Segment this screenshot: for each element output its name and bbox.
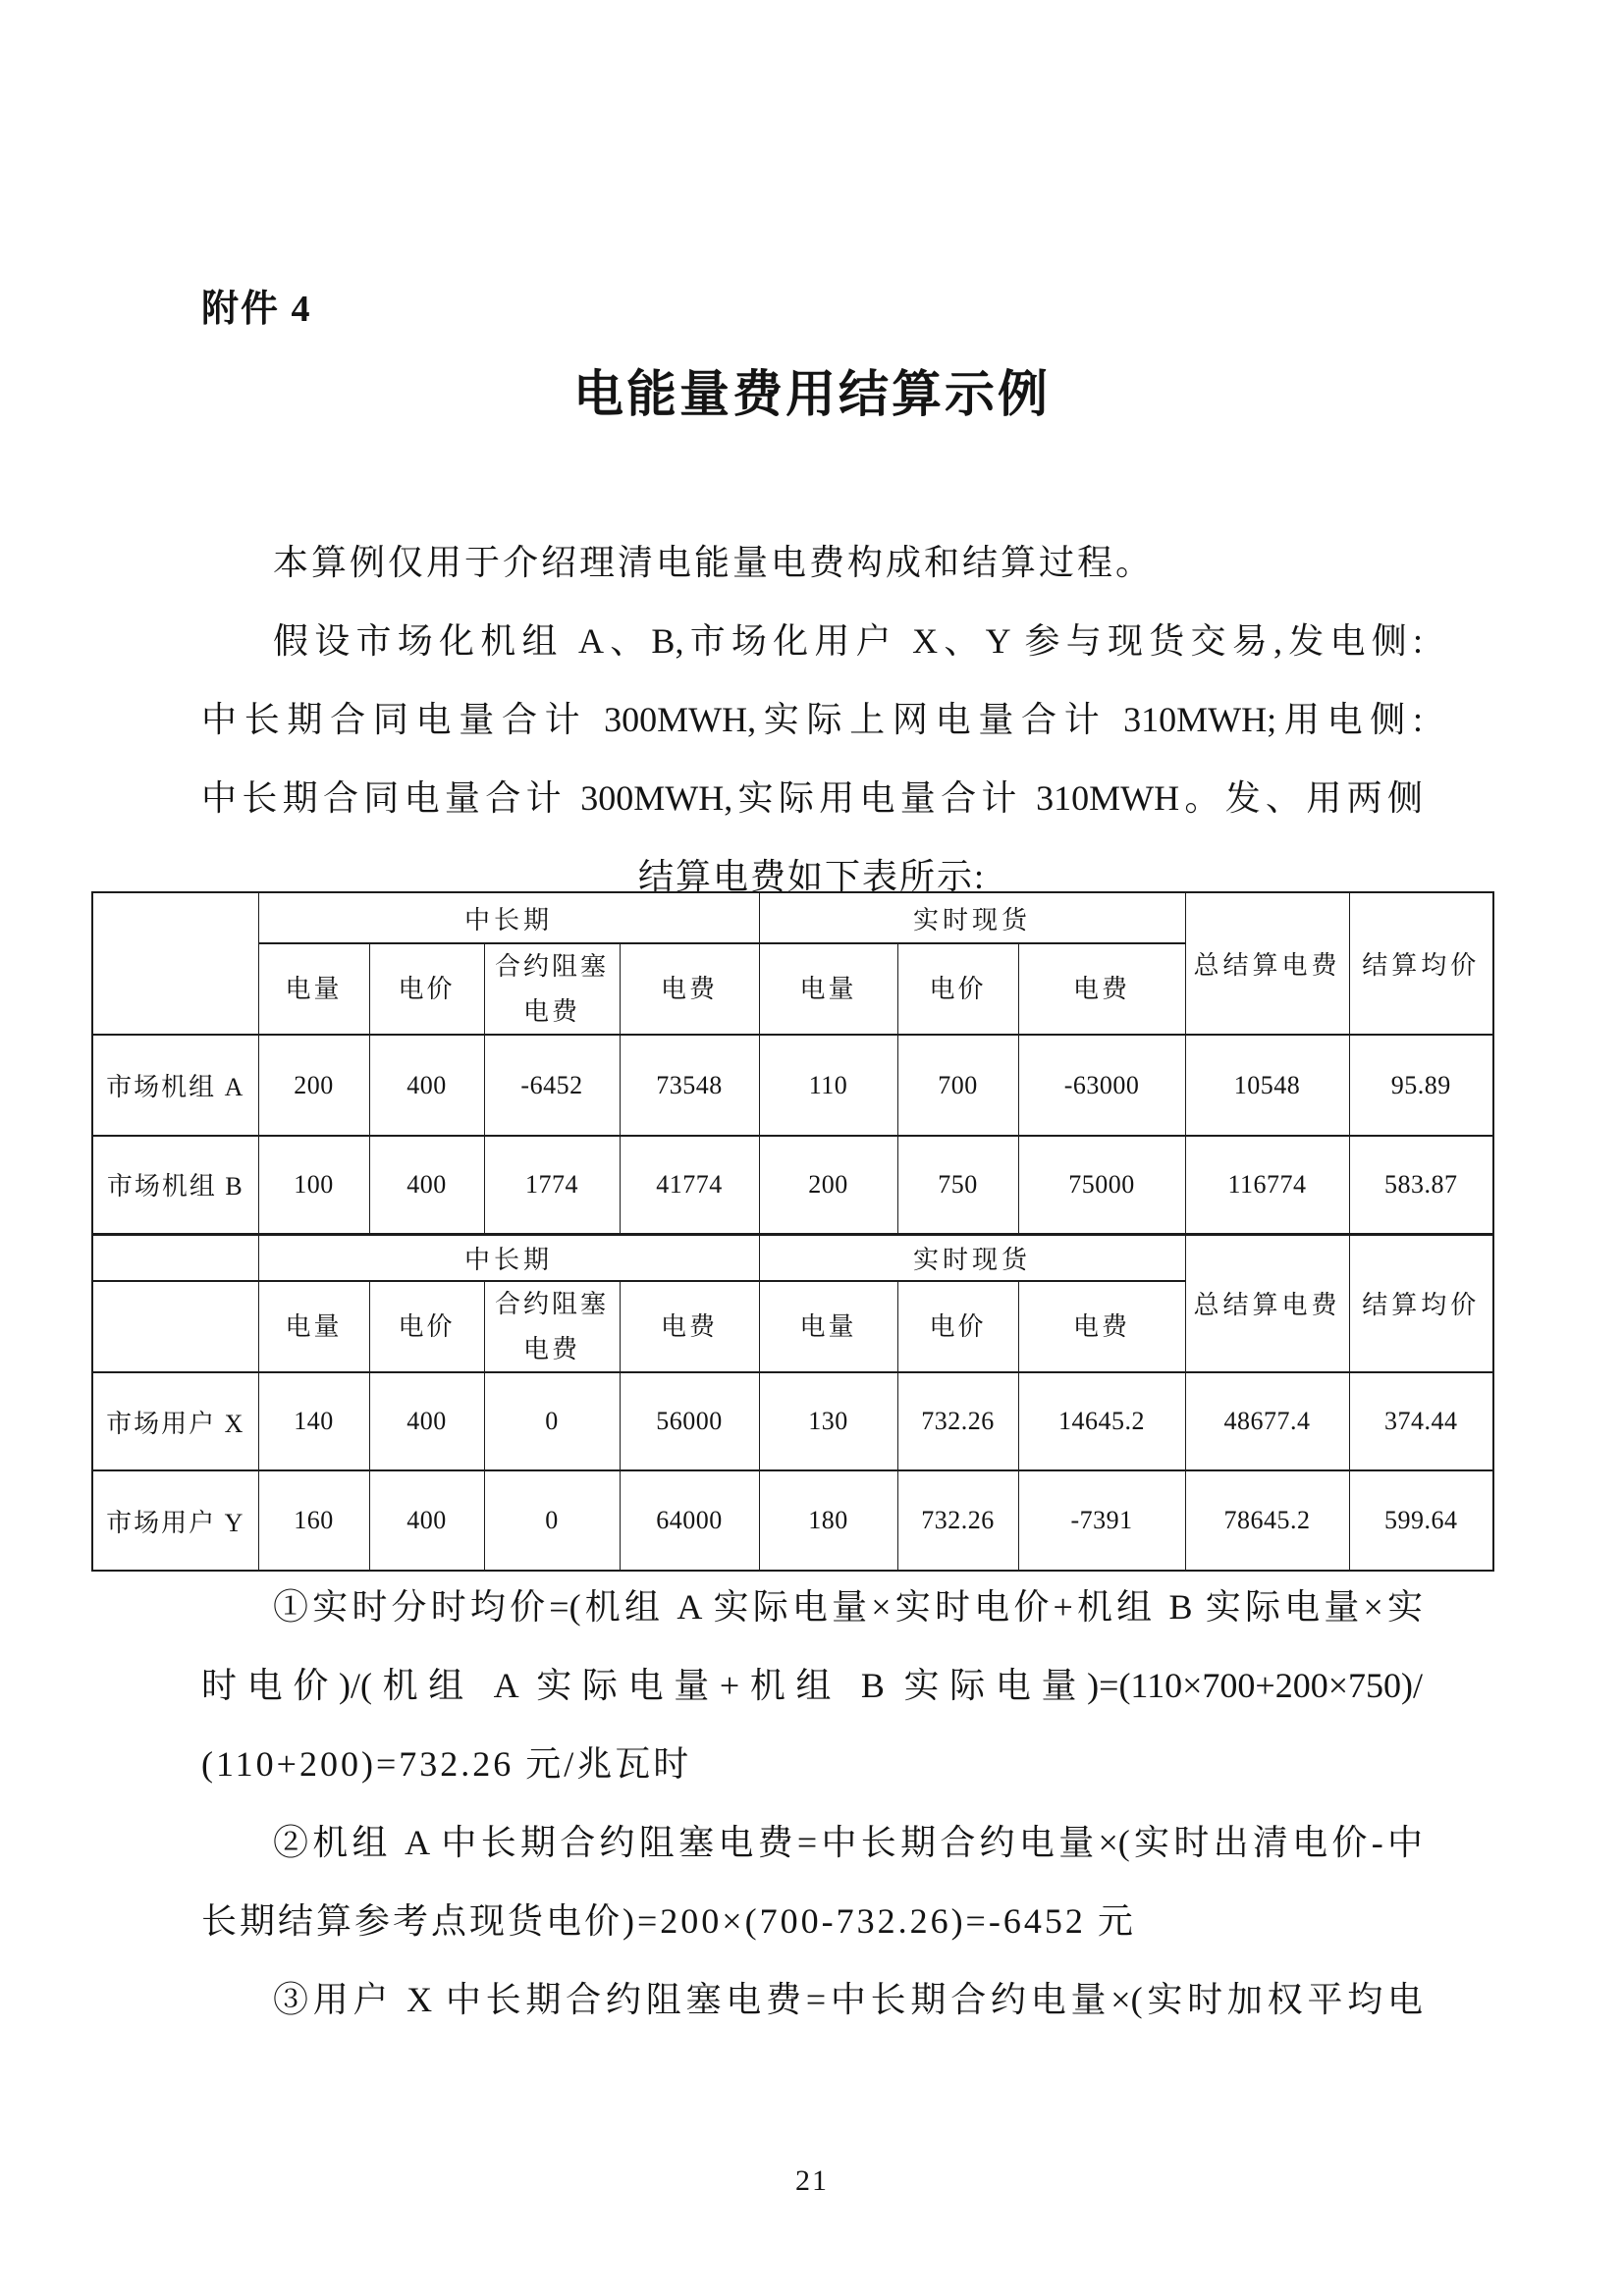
gen-subheader-price2: 电价 (897, 943, 1018, 1035)
value-cell: -63000 (1018, 1035, 1185, 1136)
value-cell: 160 (258, 1470, 369, 1571)
user-header-totalfee: 总结算电费 (1185, 1234, 1349, 1372)
table-row (92, 1470, 1493, 1571)
value-cell: 10548 (1185, 1035, 1349, 1136)
row-label: 市场用户 Y (92, 1470, 258, 1571)
user-header-avgprice: 结算均价 (1349, 1234, 1493, 1372)
value-cell: 700 (897, 1035, 1018, 1136)
value-cell: 78645.2 (1185, 1470, 1349, 1571)
user-subheader-qty1: 电量 (258, 1281, 369, 1372)
value-cell: 732.26 (897, 1470, 1018, 1571)
user-subheader-fee1: 电费 (620, 1281, 759, 1372)
user-header-realtime: 实时现货 (759, 1234, 1185, 1281)
value-cell: 110 (759, 1035, 897, 1136)
note1-line-2: 时电价)/(机组 A 实际电量+机组 B 实际电量)=(110×700+200×750)/ (201, 1666, 1423, 1705)
intro-paragraphs (201, 523, 1423, 916)
gen-header-totalfee: 总结算电费 (1185, 892, 1349, 1035)
gen-group-header-row (92, 892, 1493, 943)
gen-header-midlong: 中长期 (258, 892, 759, 943)
value-cell: 100 (258, 1136, 369, 1234)
user-subheader-congestion: 合约阻塞电费 (484, 1281, 620, 1372)
value-cell: 180 (759, 1470, 897, 1571)
gen-corner-cell (92, 892, 258, 1035)
value-cell: 400 (369, 1372, 484, 1470)
user-subheader-qty2: 电量 (759, 1281, 897, 1372)
value-cell: 0 (484, 1372, 620, 1470)
row-label: 市场机组 B (92, 1136, 258, 1234)
value-cell: 140 (258, 1372, 369, 1470)
table-row (92, 1035, 1493, 1136)
settlement-table (91, 891, 1494, 1572)
gen-header-avgprice: 结算均价 (1349, 892, 1493, 1035)
user-corner-cell-top (92, 1234, 258, 1281)
page-number: 21 (795, 2164, 829, 2197)
table-row (92, 1136, 1493, 1234)
user-group-header-row (92, 1234, 1493, 1281)
value-cell: 56000 (620, 1372, 759, 1470)
gen-subheader-fee1: 电费 (620, 943, 759, 1035)
note3-line-1: ③用户 X 中长期合约阻塞电费=中长期合约电量×(实时加权平均电 (273, 1980, 1423, 2019)
value-cell: 400 (369, 1035, 484, 1136)
value-cell: 48677.4 (1185, 1372, 1349, 1470)
value-cell: 750 (897, 1136, 1018, 1234)
assumption-line-2: 中长期合同电量合计 300MWH,实际上网电量合计 310MWH;用电侧: (201, 700, 1423, 739)
attachment-label: 附件 4 (201, 289, 312, 330)
row-label: 市场机组 A (92, 1035, 258, 1136)
value-cell: 200 (258, 1035, 369, 1136)
value-cell: 41774 (620, 1136, 759, 1234)
intro-line: 本算例仅用于介绍理清电能量电费构成和结算过程。 (273, 543, 1155, 582)
gen-subheader-qty2: 电量 (759, 943, 897, 1035)
value-cell: 374.44 (1349, 1372, 1493, 1470)
note2-line-1: ②机组 A 中长期合约阻塞电费=中长期合约电量×(实时出清电价-中 (273, 1823, 1423, 1862)
value-cell: 400 (369, 1136, 484, 1234)
note1-line-1: ①实时分时均价=(机组 A 实际电量×实时电价+机组 B 实际电量×实 (273, 1587, 1423, 1627)
value-cell: 1774 (484, 1136, 620, 1234)
table-row (92, 1372, 1493, 1470)
note1-line-3: (110+200)=732.26 元/兆瓦时 (201, 1744, 692, 1784)
note2-line-2: 长期结算参考点现货电价)=200×(700-732.26)=-6452 元 (201, 1901, 1136, 1941)
notes-paragraphs (201, 1568, 1423, 2039)
gen-subheader-congestion: 合约阻塞电费 (484, 943, 620, 1035)
value-cell: 95.89 (1349, 1035, 1493, 1136)
value-cell: 200 (759, 1136, 897, 1234)
gen-subheader-price1: 电价 (369, 943, 484, 1035)
value-cell: 583.87 (1349, 1136, 1493, 1234)
gen-subheader-qty1: 电量 (258, 943, 369, 1035)
gen-subheader-fee2: 电费 (1018, 943, 1185, 1035)
user-header-midlong: 中长期 (258, 1234, 759, 1281)
row-label: 市场用户 X (92, 1372, 258, 1470)
value-cell: 0 (484, 1470, 620, 1571)
value-cell: 73548 (620, 1035, 759, 1136)
value-cell: -7391 (1018, 1470, 1185, 1571)
value-cell: 116774 (1185, 1136, 1349, 1234)
value-cell: 64000 (620, 1470, 759, 1571)
value-cell: 75000 (1018, 1136, 1185, 1234)
assumption-line-3: 中长期合同电量合计 300MWH,实际用电量合计 310MWH。发、用两侧 (201, 778, 1423, 818)
value-cell: 14645.2 (1018, 1372, 1185, 1470)
value-cell: 130 (759, 1372, 897, 1470)
user-subheader-price1: 电价 (369, 1281, 484, 1372)
user-corner-cell-bottom (92, 1281, 258, 1372)
user-subheader-price2: 电价 (897, 1281, 1018, 1372)
value-cell: 400 (369, 1470, 484, 1571)
table-caption-line: 结算电费如下表所示: (637, 857, 986, 896)
value-cell: 599.64 (1349, 1470, 1493, 1571)
value-cell: -6452 (484, 1035, 620, 1136)
gen-header-realtime: 实时现货 (759, 892, 1185, 943)
page-title: 电能量费用结算示例 (572, 368, 1051, 423)
value-cell: 732.26 (897, 1372, 1018, 1470)
user-subheader-fee2: 电费 (1018, 1281, 1185, 1372)
assumption-line-1: 假设市场化机组 A、B,市场化用户 X、Y 参与现货交易,发电侧: (273, 621, 1423, 661)
